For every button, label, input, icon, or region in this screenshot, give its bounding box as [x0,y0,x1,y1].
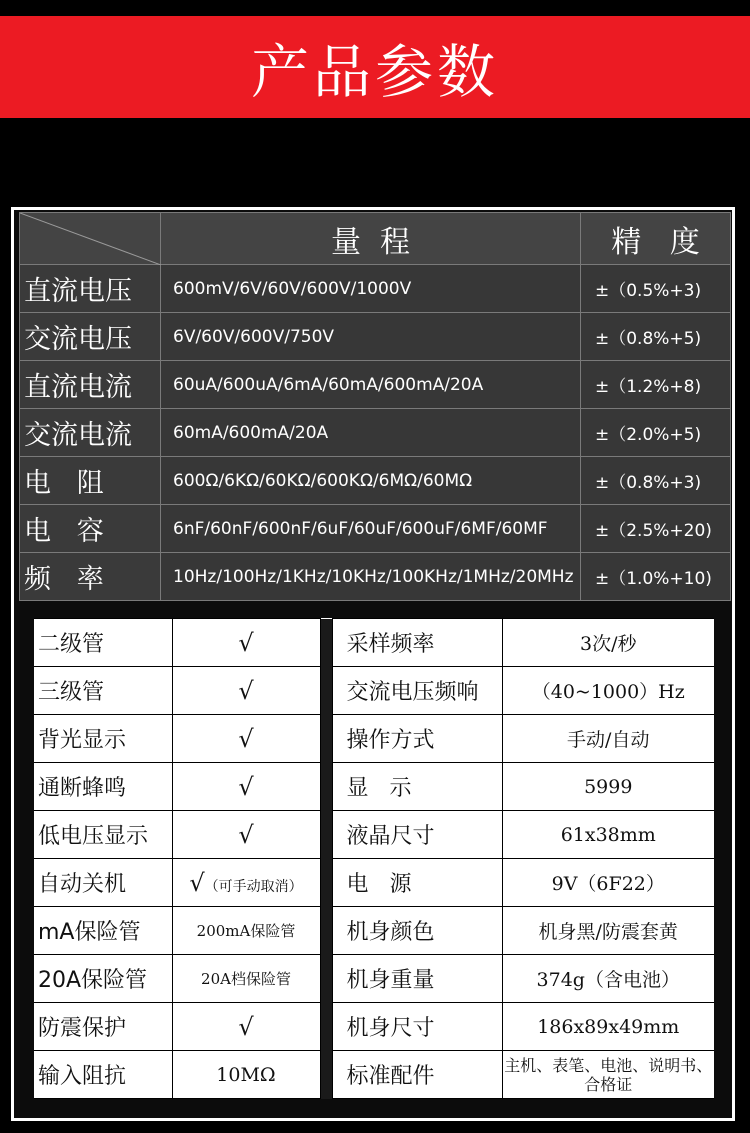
column-gap [320,1003,332,1051]
spec-value: 374g（含电池） [502,955,714,1003]
range-value: 6nF/60nF/600nF/6uF/60uF/600uF/6MF/60MF [161,505,581,553]
feature-value [172,907,320,955]
feature-label: 通断蜂鸣 [34,763,172,811]
function-label: 直流电流 [20,361,161,409]
check-mark-icon: √ [238,772,254,801]
spec-label: 机身重量 [332,955,502,1003]
accuracy-header: 精 度 [581,213,731,265]
feature-label: 防震保护 [34,1003,172,1051]
spec-row [20,553,731,601]
accuracy-value: ±（0.5%+3) [581,265,731,313]
feature-value [172,715,320,763]
range-value: 600mV/6V/60V/600V/1000V [161,265,581,313]
spec-label: 采样频率 [332,619,502,667]
spec-label: 机身尺寸 [332,1003,502,1051]
feature-value-text: 200mA保险管 [196,922,296,940]
feature-label: 三级管 [34,667,172,715]
diagonal-divider [20,213,161,265]
spec-label: 机身颜色 [332,907,502,955]
feature-label: 20A保险管 [34,955,172,1003]
range-value: 6V/60V/600V/750V [161,313,581,361]
spec-row [20,265,731,313]
range-value: 10Hz/100Hz/1KHz/10KHz/100KHz/1MHz/20MHz [161,553,581,601]
accuracy-value: ±（0.8%+3) [581,457,731,505]
feature-row [34,1051,714,1099]
check-mark-icon: √ [238,628,254,657]
spec-label: 操作方式 [332,715,502,763]
feature-row [34,715,714,763]
column-gap [320,907,332,955]
spec-value: 3次/秒 [502,619,714,667]
spec-table [19,212,731,601]
function-label: 交流电压 [20,313,161,361]
function-label: 交流电流 [20,409,161,457]
check-mark-icon: √ [189,868,205,897]
accuracy-value: ±（0.8%+5) [581,313,731,361]
page-title-banner [0,16,750,118]
column-gap [320,859,332,907]
spec-row [20,505,731,553]
spec-row [20,361,731,409]
spec-value: 手动/自动 [502,715,714,763]
spec-label: 电 源 [332,859,502,907]
feature-row [34,619,714,667]
spec-label: 标准配件 [332,1051,502,1099]
feature-label: 自动关机 [34,859,172,907]
spec-value: 5999 [502,763,714,811]
page-title: 产品参数 [250,38,499,106]
feature-row [34,1003,714,1051]
spec-value: 9V（6F22） [502,859,714,907]
accuracy-value: ±（2.0%+5) [581,409,731,457]
feature-value [172,811,320,859]
feature-value [172,763,320,811]
range-value: 60mA/600mA/20A [161,409,581,457]
spec-value: （40~1000）Hz [502,667,714,715]
accuracy-value: ±（1.2%+8) [581,361,731,409]
feature-table [34,618,714,1099]
column-gap [320,1051,332,1099]
spec-label: 显 示 [332,763,502,811]
feature-row [34,763,714,811]
function-label: 电 阻 [20,457,161,505]
column-gap [320,619,332,667]
feature-note: （可手动取消） [204,878,303,895]
column-gap [320,955,332,1003]
spec-label: 液晶尺寸 [332,811,502,859]
spec-label: 交流电压频响 [332,667,502,715]
feature-value [172,859,320,907]
check-mark-icon: √ [238,676,254,705]
feature-label: mA保险管 [34,907,172,955]
feature-value [172,1003,320,1051]
feature-value-text: 20A档保险管 [201,970,291,988]
spec-value: 186x89x49mm [502,1003,714,1051]
spec-row [20,313,731,361]
function-label: 频 率 [20,553,161,601]
spec-value: 61x38mm [502,811,714,859]
column-gap [320,811,332,859]
feature-value [172,955,320,1003]
accuracy-value: ±（1.0%+10) [581,553,731,601]
check-mark-icon: √ [238,820,254,849]
accuracy-value: ±（2.5%+20) [581,505,731,553]
spec-row [20,457,731,505]
column-gap [320,763,332,811]
feature-label: 输入阻抗 [34,1051,172,1099]
spec-header-row [20,213,731,265]
check-mark-icon: √ [238,724,254,753]
range-value: 600Ω/6KΩ/60KΩ/600KΩ/6MΩ/60MΩ [161,457,581,505]
spec-value: 主机、表笔、电池、说明书、合格证 [502,1051,714,1099]
range-header: 量 程 [161,213,581,265]
feature-row [34,667,714,715]
function-label: 直流电压 [20,265,161,313]
function-label: 电 容 [20,505,161,553]
feature-value-text: 10MΩ [216,1063,276,1086]
spec-row [20,409,731,457]
feature-row [34,907,714,955]
column-gap [320,667,332,715]
feature-label: 二级管 [34,619,172,667]
column-gap [320,715,332,763]
feature-label: 低电压显示 [34,811,172,859]
spec-value: 机身黑/防震套黄 [502,907,714,955]
feature-row [34,811,714,859]
feature-row [34,859,714,907]
feature-row [34,955,714,1003]
check-mark-icon: √ [238,1012,254,1041]
feature-label: 背光显示 [34,715,172,763]
feature-value [172,1051,320,1099]
range-value: 60uA/600uA/6mA/60mA/600mA/20A [161,361,581,409]
feature-value [172,667,320,715]
corner-cell [20,213,161,265]
feature-value [172,619,320,667]
